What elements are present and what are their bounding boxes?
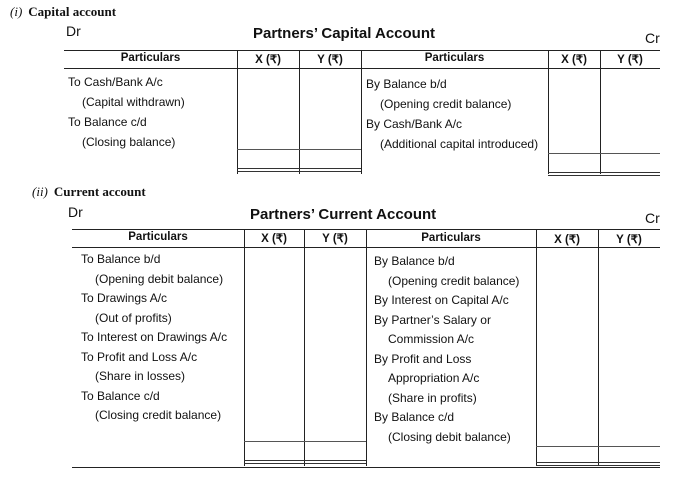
header-particulars: Particulars [424, 52, 485, 64]
entry-note: (Capital withdrawn) [82, 95, 185, 109]
entry-line: By Balance c/d [374, 410, 455, 424]
header-particulars: Particulars [120, 52, 181, 64]
entry-line: By Partner’s Salary or [374, 312, 491, 327]
dr-label: Dr [68, 204, 83, 220]
credit-total-rule [548, 153, 660, 154]
header-x: X (₹) [255, 54, 281, 66]
col-rule [536, 229, 537, 466]
section-number: (i) [10, 4, 23, 19]
header-x: X (₹) [261, 233, 287, 245]
entry-note: (Closing debit balance) [388, 429, 511, 444]
header-particulars: Particulars [421, 232, 481, 244]
account-title: Partners’ Current Account [250, 206, 437, 223]
entry-line: To Profit and Loss A/c [81, 349, 198, 364]
col-rule [244, 229, 245, 466]
account-title: Partners’ Capital Account [253, 25, 435, 42]
entry-note: (Closing balance) [82, 135, 176, 149]
entry-line: By Interest on Capital A/c [374, 293, 509, 307]
entry-note: (Out of profits) [95, 310, 172, 325]
debit-total-rule [244, 441, 366, 442]
col-rule [600, 50, 601, 174]
header-y: Y (₹) [617, 54, 643, 66]
entry-note: Commission A/c [388, 332, 475, 346]
entry-line: By Balance b/d [366, 77, 447, 91]
debit-total-rule [237, 149, 361, 150]
entry-note: (Closing credit balance) [95, 408, 222, 422]
entry-line: To Balance c/d [68, 115, 147, 129]
entry-line: By Profit and Loss [374, 351, 472, 366]
entry-line: By Balance b/d [374, 254, 455, 268]
table-top-rule [64, 50, 660, 51]
entry-line: By Cash/Bank A/c [366, 117, 463, 131]
credit-double-rule [536, 462, 660, 466]
entry-note: Appropriation A/c [388, 371, 480, 385]
col-rule [299, 50, 300, 174]
debit-entries [81, 250, 227, 426]
credit-entries [374, 252, 519, 447]
debit-double-rule [244, 460, 366, 464]
entry-note: (Share in profits) [388, 390, 477, 405]
section-title: Capital account [28, 4, 117, 19]
table-bottom-rule [72, 467, 660, 468]
dr-label: Dr [66, 23, 81, 39]
section-title: Current account [53, 184, 146, 199]
entry-note: (Additional capital introduced) [380, 137, 539, 151]
header-x: X (₹) [561, 54, 587, 66]
col-rule [548, 50, 549, 174]
cr-label: Cr [645, 210, 660, 226]
header-y: Y (₹) [317, 54, 343, 66]
entry-note: (Share in losses) [95, 369, 186, 383]
header-y: Y (₹) [322, 233, 348, 245]
col-rule [304, 229, 305, 466]
credit-total-rule [536, 446, 660, 447]
col-rule [361, 50, 362, 174]
entry-line: To Interest on Drawings A/c [81, 330, 228, 344]
header-y: Y (₹) [616, 234, 642, 246]
section-heading-capital [10, 4, 116, 20]
entry-line: To Cash/Bank A/c [68, 75, 163, 89]
col-rule [366, 229, 367, 466]
entry-note: (Opening credit balance) [388, 273, 520, 288]
header-x: X (₹) [554, 234, 580, 246]
entry-note: (Opening debit balance) [95, 271, 224, 286]
section-heading-current [32, 184, 146, 200]
credit-double-rule [548, 172, 660, 176]
col-rule [237, 50, 238, 174]
entry-line: To Balance b/d [81, 252, 161, 266]
credit-entries [366, 74, 538, 154]
header-rule [64, 68, 660, 69]
entry-line: To Balance c/d [81, 388, 160, 403]
entry-note: (Opening credit balance) [380, 97, 512, 111]
debit-entries [68, 72, 185, 152]
debit-double-rule [237, 168, 361, 172]
col-rule [598, 229, 599, 466]
section-number: (ii) [32, 184, 48, 199]
entry-line: To Drawings A/c [81, 291, 168, 305]
header-particulars: Particulars [128, 231, 188, 243]
cr-label: Cr [645, 30, 660, 46]
